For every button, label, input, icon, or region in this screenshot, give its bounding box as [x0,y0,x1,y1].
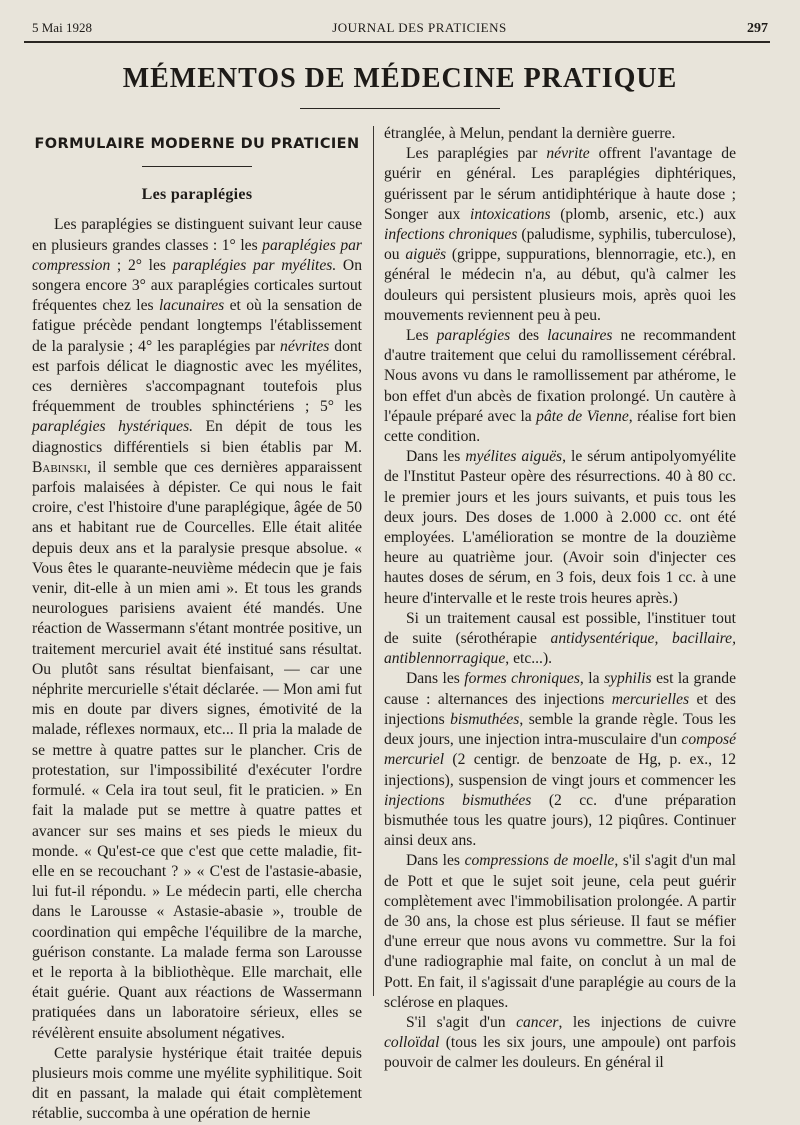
text-run: (paludisme, syphilis, tuberculose), ou [384,226,737,264]
left-column-body [32,215,362,1124]
paragraph [384,326,736,447]
right-column-body [384,124,736,1074]
italic-text: cancer [516,1013,559,1031]
issue-date: 5 Mai 1928 [32,20,92,35]
text-run: , la [579,670,604,688]
page-title: MÉMENTOS DE MÉDECINE PRATIQUE [122,63,678,94]
text-run: (tous les six jours, une ampoule) ont parfois pouvoir de calmer les douleurs. En général il [384,1034,736,1072]
paragraph [384,447,736,609]
text-run: offrent l'avantage de guérir en général. Les paraplégies diphtériques, guérissent par le sérum antidiphtérique à haute dose ; Songer aux [384,145,736,223]
text-run: , le sérum antipolyomyélite de l'Institut Pasteur opère des résurrections. 40 à 80 cc. le premier jours et les jours suivants, et puis tous les deux jours. Des doses de 1.000 à 2.000 cc. ont été employées. L'amélioration se montre de la douzième heure au quatrième jour. (Avoir soin d'injecter ces hautes doses de sérum, en 3 fois, deux fois 1 cc. à une heure d'intervalle et le reste trois heures après.) [384,448,737,607]
italic-text: composé mercuriel [384,731,736,769]
text-run: et des injections [384,690,736,728]
text-run: Si un traitement causal est possible, l'instituer tout de suite (sérothérapie [384,609,736,648]
column-divider [373,126,374,996]
text-run: On songera encore 3° aux paraplégies corticales surtout fréquentes chez les [32,256,362,315]
italic-text: intoxications [470,205,551,223]
text-run: dont est parfois délicat le diagnostic avec les myélites, ces dernières s'accompagnant toutefois plus fréquemment de troubles sphinctériens ; 5° les [32,337,363,416]
text-run: Les paraplégies se distinguent suivant leur cause en plusieurs grandes classes : 1° les [32,216,362,254]
paragraph [384,124,736,144]
text-run: étranglée, à Melun, pendant la dernière guerre. [384,125,676,142]
text-run: Les paraplégies par [406,145,547,163]
text-run: (plomb, arsenic, etc.) aux [550,205,736,223]
text-run: , les injections de cuivre [558,1013,736,1031]
italic-text: névrites [280,337,330,355]
italic-text: paraplégies hystériques. [32,418,194,436]
text-run: et où la sensation de fatigue précède pendant longtemps l'établissement de la paralysie ; 4° les paraplégies par [32,297,362,355]
text-run: En dépit de tous les diagnostics différentiels si bien établis par M. [32,418,363,456]
italic-text: paraplégies par myélites. [172,256,337,274]
italic-text: pâte de Vienne [536,407,629,425]
section-rule [142,166,252,167]
text-run: ; 2° les [110,256,173,274]
article-subheading: Les paraplégies [141,186,253,204]
italic-text: lacunaires [547,327,613,345]
italic-text: injections bismuthées [384,791,532,809]
right-column [384,124,736,1074]
text-run: , s'il s'agit d'un mal de Pott et que le sujet soit jeune, cela peut guérir complètement avec l'immobilisation prolongée. A partir de 30 ans, la chose est plus sérieuse. Il faut se méfier d'une erreur que nous avons vu commettre. Sur la foi d'une radiographie mal faite, on conclut à un mal de Pott. En fait, il s'agissait d'une paraplégie au cours de la sclérose en plaques. [384,852,737,1011]
text-run: Les [406,327,437,345]
text-run: (grippe, suppurations, blennorragie, etc.), en général le médecin n'a, au début, qu'à calmer les douleurs qui persistent plusieurs mois, après quoi les mouvements reviennent peu à peu. [384,246,736,324]
running-head [32,20,768,37]
text-run: Cette paralysie hystérique était traitée depuis plusieurs mois comme une myélite syphilitique. Soit dit en passant, la malade qui était complètement rétablie, succomba à une opération de hernie [32,1044,362,1123]
left-column [32,122,362,1125]
text-run: , réalise fort bien cette condition. [384,407,737,446]
italic-text: aiguës [405,246,447,264]
small-caps-text: Babinski [32,458,88,476]
paragraph [32,1044,362,1125]
text-run: , il semble que ces dernières apparaissent parfois malaisées à dépister. Ce qui nous le fait croire, c'est l'histoire d'une paraplégique, âgée de 50 ans et habitant rue de Courcelles. Elle était alitée depuis deux ans et la paralysie presque absolue. « Vous êtes le quarante-neuvième médecin que je fais venir, dit-elle à un mien ami ». Et tous les grands neurologues parisiens avaient été mandés. Une réaction de Wassermann s'étant montrée positive, un traitement mercuriel avait été institué sans résultat. Ou plutôt sans résultat bienfaisant, — car une néphrite mercurielle s'était déclarée. — Mon ami fut mis en doute par divers signes, émotivité de la malade, réflexes normaux, etc... Il pria la malade de se mettre à quatre pattes sur le plancher. Cris de protestation, sur l'impossibilité d'exécuter l'ordre formulé. « Cela ira tout seul, fit le praticien. » En fait la malade put se mettre à quatre pattes et avancer sur ses mains et ses pieds le mieux du monde. « Qu'est-ce que c'est que cette maladie, fit-elle en se recouchant ? » « C'est de l'astasie-abasie, lui fut-il répondu. » Le médecin parti, elle chercha dans le Larousse « Astasie-abasie », trouble de coordination qui empêche l'équilibre de la marche, guérison constante. La malade ferma son Larousse et le reporta à la bibliothèque. Elle marchait, elle était guérie. Quant aux réactions de Wassermann pratiquées dans un laboratoire sérieux, elles se révélèrent ensuite absolument négatives. [32,458,362,1042]
header-rule [24,41,770,43]
text-run: est la grande cause : alternances des injections [384,670,736,708]
text-run: S'il s'agit d'un [406,1013,517,1031]
journal-name: JOURNAL DES PRATICIENS [332,20,507,35]
italic-text: antidysentérique, bacillaire, antiblennorragique [384,630,736,668]
text-run: Dans les [406,448,466,466]
italic-text: mercurielles [611,690,690,708]
title-rule [300,108,500,109]
text-run: , semble la grande règle. Tous les deux jours, une injection intra-musculaire d'un [384,710,736,749]
italic-text: formes chroniques [464,670,580,688]
italic-text: lacunaires [158,297,225,315]
paragraph [384,144,736,326]
text-run: (2 cc. d'une préparation bismuthée tous les quatre jours), 12 piqûres. Continuer ainsi deux ans. [384,791,736,850]
text-run: (2 centigr. de benzoate de Hg, p. ex., 12 injections), suspension de vingt jours et commencer les [384,751,736,789]
italic-text: paraplégies [436,327,511,345]
paragraph [384,1013,736,1074]
italic-text: syphilis [603,670,652,688]
italic-text: paraplégies par compression [32,236,362,274]
paragraph [384,669,736,851]
paragraph [32,215,362,1043]
text-run: Dans les [406,852,465,870]
italic-text: névrite [546,145,590,163]
section-title: FORMULAIRE MODERNE DU PRATICIEN [34,136,360,152]
text-run: ne recommandent d'autre traitement que celui du ramollissement cérébral. Nous avons vu dans le ramollissement par athérome, le bon effet d'un abcès de fixation prolongé. Un cautère à l'épaule préparé avec la [384,327,737,425]
text-run: des [510,327,548,345]
italic-text: colloïdal [384,1034,440,1052]
paragraph [384,851,736,1013]
italic-text: infections chroniques [384,226,518,244]
italic-text: bismuthées [450,710,520,728]
paragraph [384,609,736,670]
text-run: , etc...). [505,650,553,668]
italic-text: compressions de moelle [464,852,615,870]
text-run: Dans les [406,670,465,688]
page-number: 297 [747,21,768,36]
italic-text: myélites aiguës [465,448,563,466]
